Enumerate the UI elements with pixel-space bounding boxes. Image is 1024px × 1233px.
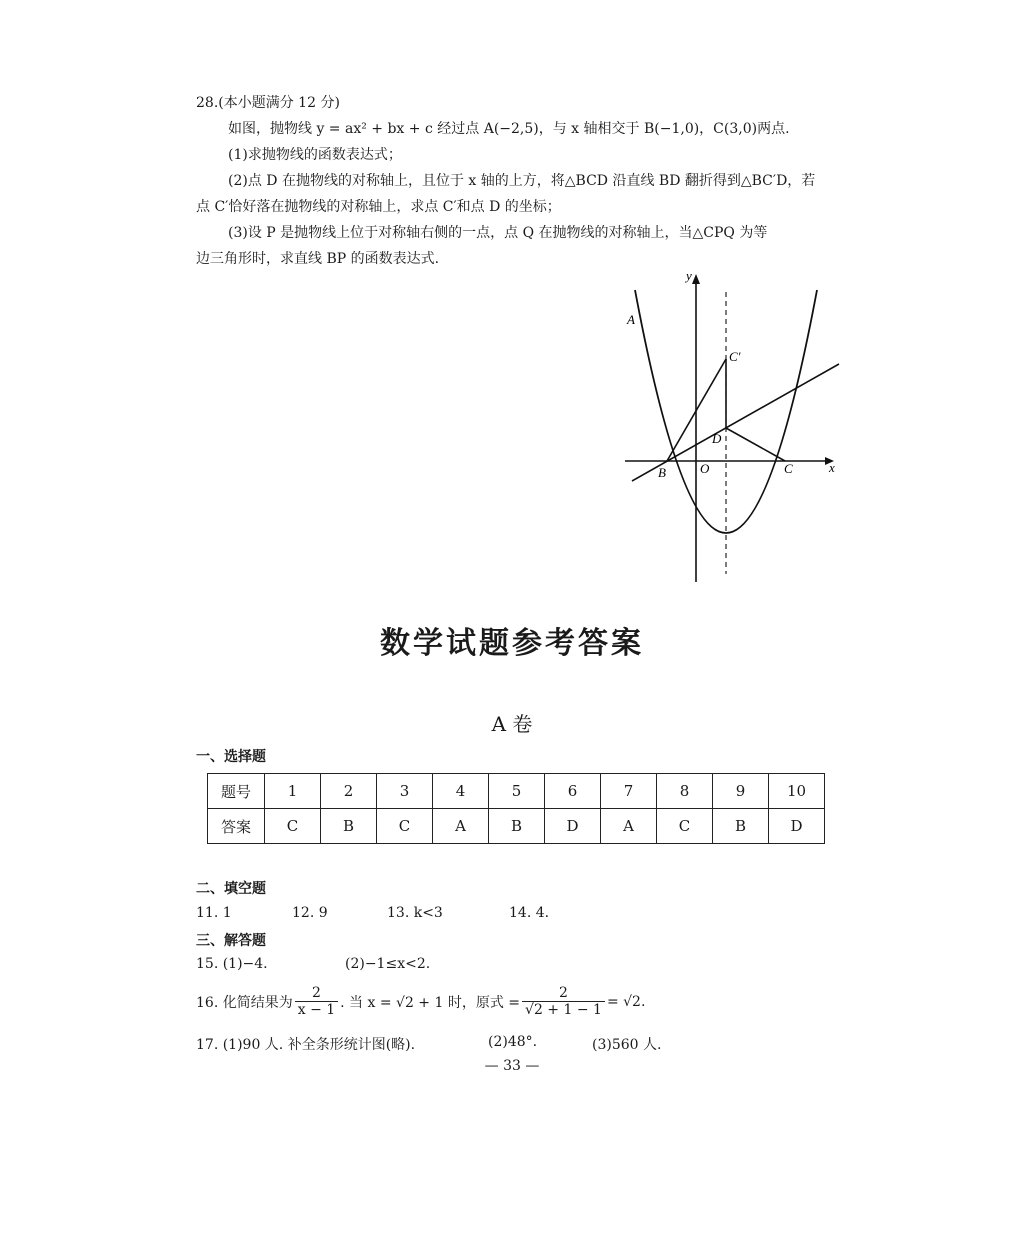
table-cell: 1	[265, 774, 321, 809]
fill-answer-11: 11. 1	[196, 905, 232, 921]
answers-title: 数学试题参考答案	[380, 626, 644, 661]
problem-line-1: 如图，抛物线 y = ax² + bx + c 经过点 A(−2,5)，与 x 轴相交于 B(−1,0)，C(3,0)两点.	[228, 121, 790, 137]
label-d: D	[712, 431, 722, 446]
segment-d-c	[726, 428, 785, 461]
table-cell: 4	[433, 774, 489, 809]
answer-17-part-3: (3)560 人.	[592, 1037, 662, 1053]
fraction-2-denominator: √2 + 1 − 1	[525, 1002, 602, 1018]
section-1-title: 一、选择题	[196, 749, 266, 765]
table-cell: A	[433, 809, 489, 844]
fraction-2	[522, 985, 605, 1018]
table-cell: B	[321, 809, 377, 844]
problem-line-6: 边三角形时，求直线 BP 的函数表达式.	[196, 251, 440, 267]
table-cell: 3	[377, 774, 433, 809]
problem-line-3: (2)点 D 在抛物线的对称轴上，且位于 x 轴的上方，将△BCD 沿直线 BD 翻折得到△BC′D，若	[228, 173, 816, 189]
line-bd	[632, 364, 839, 481]
answer-16-end: = √2.	[606, 993, 646, 1010]
fraction-1-numerator: 2	[295, 985, 338, 1002]
table-cell: B	[489, 809, 545, 844]
fraction-2-numerator: 2	[522, 985, 605, 1002]
answer-15-part-2: (2)−1≤x<2.	[345, 956, 431, 972]
answer-15-part-1: 15. (1)−4.	[196, 956, 268, 972]
table-cell: D	[545, 809, 601, 844]
row-label-answer: 答案	[208, 809, 265, 844]
problem-line-5: (3)设 P 是抛物线上位于对称轴右侧的一点，点 Q 在抛物线的对称轴上，当△CPQ 为等	[228, 225, 768, 241]
table-cell: 2	[321, 774, 377, 809]
page-number: — 33 —	[484, 1058, 540, 1074]
volume-title: A 卷	[491, 712, 533, 736]
table-row-answers	[208, 809, 825, 844]
table-cell: 8	[657, 774, 713, 809]
table-cell: 7	[601, 774, 657, 809]
answer-17-part-2: (2)48°.	[488, 1034, 538, 1050]
problem-line-2: (1)求抛物线的函数表达式；	[228, 147, 402, 163]
label-a: A	[627, 312, 635, 327]
table-cell: D	[769, 809, 825, 844]
fill-answer-12: 12. 9	[292, 905, 328, 921]
label-c: C	[784, 461, 793, 476]
parabola-figure	[620, 262, 840, 587]
answer-16-prefix: 16. 化简结果为	[196, 994, 293, 1011]
section-2-title: 二、填空题	[196, 881, 266, 897]
table-cell: C	[377, 809, 433, 844]
table-cell: 5	[489, 774, 545, 809]
section-3-title: 三、解答题	[196, 933, 266, 949]
table-cell: 6	[545, 774, 601, 809]
problem-line-4: 点 C′恰好落在抛物线的对称轴上，求点 C′和点 D 的坐标；	[196, 199, 561, 215]
y-axis-arrow	[692, 274, 700, 284]
label-b: B	[658, 465, 666, 480]
fraction-1	[295, 985, 338, 1018]
label-o: O	[700, 461, 710, 476]
answer-17-part-1: 17. (1)90 人. 补全条形统计图(略).	[196, 1037, 416, 1053]
table-cell: 10	[769, 774, 825, 809]
table-cell: 9	[713, 774, 769, 809]
choice-answer-table	[207, 773, 825, 844]
label-x: x	[829, 460, 835, 475]
label-y: y	[686, 268, 692, 283]
row-label-number: 题号	[208, 774, 265, 809]
table-cell: C	[657, 809, 713, 844]
table-cell: A	[601, 809, 657, 844]
fill-answer-14: 14. 4.	[509, 905, 550, 921]
answer-16-middle: . 当 x = √2 + 1 时，原式 =	[340, 994, 521, 1011]
fraction-1-denominator: x − 1	[297, 1002, 336, 1018]
table-cell: B	[713, 809, 769, 844]
problem-header: 28.(本小题满分 12 分)	[196, 95, 340, 111]
label-c-prime: C′	[729, 349, 741, 364]
table-cell: C	[265, 809, 321, 844]
table-row-numbers	[208, 774, 825, 809]
fill-answer-13: 13. k<3	[387, 905, 443, 921]
answer-16	[196, 985, 645, 1018]
